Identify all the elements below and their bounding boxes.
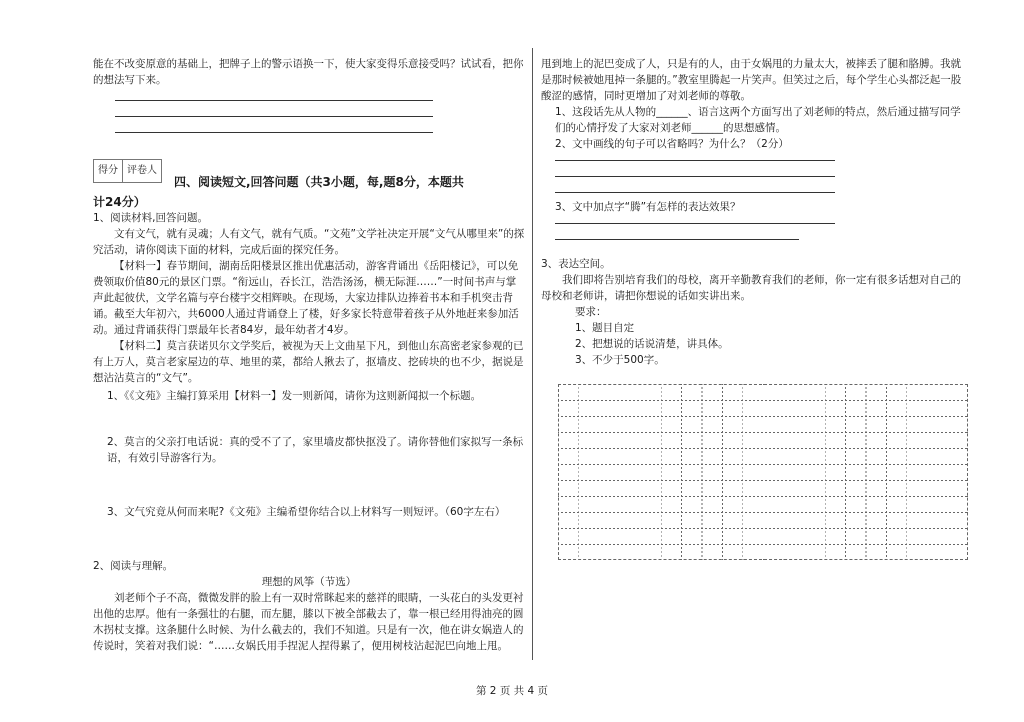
q1-material-1: 【材料一】春节期间，湖南岳阳楼景区推出优惠活动，游客背诵出《岳阳楼记》，可以免费领取价值80元的景区门票。“衔远山，吞长江，浩浩汤汤，横无际涯……”一时间书声与掌声此起彼伏，文学名篇与亭台楼宇交相辉映。在现场，大家边排队边捧着书本和手机突击背诵。截至大年初六，共6000人通过背诵登上了楼，好多家长特意带着孩子从外地赶来参加活动。通过背诵获得门票最年长者84岁，最年幼者才4岁。 xyxy=(93,260,519,336)
continued-paragraph: 甩到地上的泥巴变成了人，只是有的人，由于女娲甩的力量太大，被摔丢了腿和胳膊。我就是那时候被她甩掉一条腿的。”教室里腾起一片笑声。但笑过之后，每个学生心头都泛起一股酸涩的感情，同时更增加了对刘老师的尊敬。 xyxy=(541,58,962,102)
section-header xyxy=(93,158,525,189)
q3-paragraph: 我们即将告别培育我们的母校，离开辛勤教育我们的老师，你一定有很多话想对自己的母校和老师讲，请把你想说的话如实讲出来。 xyxy=(541,274,961,302)
answer-line xyxy=(555,176,835,177)
requirements-title: 要求： xyxy=(575,306,607,318)
answer-line xyxy=(555,192,835,193)
q1-sub-question-3: 3、文气究竟从何而来呢?《文苑》主编希望你结合以上材料写一则短评。（60字左右） xyxy=(107,506,506,518)
answer-lines-2 xyxy=(541,160,971,193)
q2-title: 2、阅读与理解。 xyxy=(93,560,174,572)
requirement-2: 2、把想说的话说清楚，讲具体。 xyxy=(575,338,729,350)
requirement-1: 1、题目自定 xyxy=(575,322,635,334)
score-box xyxy=(93,159,162,183)
q1-paragraph: 文有文气，就有灵魂；人有文气，就有气质。“文苑”文学社决定开展“文气从哪里来”的探究活动，请你阅读下面的材料，完成后面的探究任务。 xyxy=(93,228,525,256)
answer-line xyxy=(115,116,433,117)
intro-line-2: 的想法写下来。 xyxy=(93,74,167,86)
r-sub-question-2: 2、文中画线的句子可以省略吗？为什么？（2分） xyxy=(555,138,789,150)
answer-lines-3 xyxy=(541,223,971,240)
answer-line xyxy=(555,160,835,161)
column-divider xyxy=(532,48,533,660)
score-label: 得分 xyxy=(98,165,118,176)
requirement-3: 3、不少于500字。 xyxy=(575,354,665,366)
page-number: 第 2 页 共 4 页 xyxy=(475,685,549,697)
q1-title: 1、阅读材料,回答问题。 xyxy=(93,212,209,224)
q2-paragraph: 刘老师个子不高，微微发胖的脸上有一双时常眯起来的慈祥的眼睛，一头花白的头发更衬出他的忠厚。他有一条强壮的右腿，而左腿，膝以下被全部截去了，靠一根已经用得油亮的圆木拐杖支撑。这条腿什么时候、为什么截去的，我们不知道。只是有一次，他在讲女娲造人的传说时，笑着对我们说：“……女娲氏用手捏泥人捏得累了，便用树枝沾起泥巴向地上甩。 xyxy=(93,592,524,652)
q1-sub-question-2: 2、莫言的父亲打电话说：真的受不了了，家里墙皮都快抠没了。请你替他们家拟写一条标语，有效引导游客行为。 xyxy=(107,436,524,464)
q1-material-2: 【材料二】莫言获诺贝尔文学奖后，被视为天上文曲星下凡，到他山东高密老家参观的已有上万人，莫言老家屋边的草、地里的菜，都给人揪去了，抠墙皮、挖砖块的也不少，据说是想沾沾莫言的“文气”。 xyxy=(93,340,524,384)
answer-line xyxy=(555,239,799,240)
section-title: 四、阅读短文,回答问题（共3小题，每,题8分，本题共 xyxy=(174,175,464,189)
composition-grid xyxy=(558,384,968,560)
right-column xyxy=(541,50,971,368)
r-sub-question-1: 1、这段话先从人物的______、语言这两个方面写出了刘老师的特点，然后通过描写同学们的心情抒发了大家对刘老师______的思想感情。 xyxy=(555,106,961,134)
answer-line xyxy=(555,223,835,224)
r-sub-question-3: 3、文中加点字“腾”有怎样的表达效果？ xyxy=(555,201,741,213)
answer-line xyxy=(115,132,433,133)
q1-sub-question-1: 1、《《文苑》主编打算采用【材料一】发一则新闻，请你为这则新闻拟一个标题。 xyxy=(107,390,482,402)
intro-line-1: 能在不改变原意的基础上，把牌子上的警示语换一下，使大家变得乐意接受吗？试试看，把你 xyxy=(93,58,524,70)
reviewer-label: 评卷人 xyxy=(122,160,161,182)
q3-title: 3、表达空间。 xyxy=(541,258,611,270)
q2-heading: 理想的风筝（节选） xyxy=(261,576,357,588)
left-column xyxy=(93,50,525,654)
answer-lines-1 xyxy=(93,100,525,133)
answer-line xyxy=(115,100,433,101)
section-total: 计24分） xyxy=(93,195,146,209)
